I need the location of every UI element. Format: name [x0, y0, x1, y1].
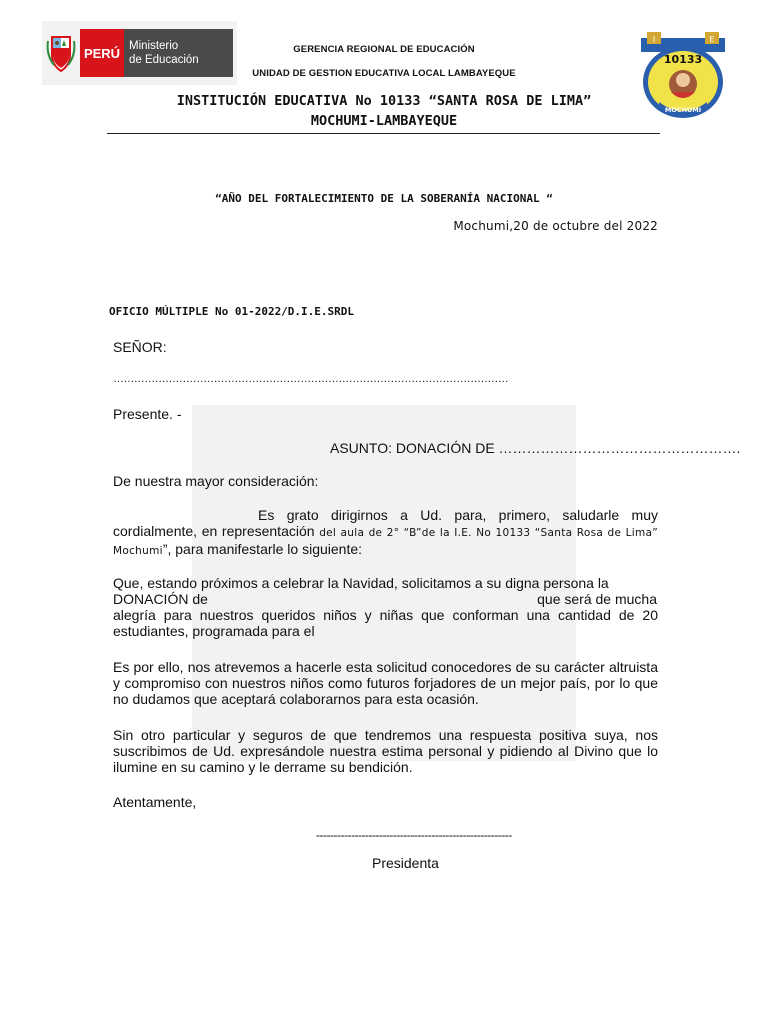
paragraph-1-end: ”, para manifestarle lo siguiente: [162, 541, 363, 557]
emblem-caption: MOCHUMI [664, 106, 702, 114]
header-divider [107, 133, 660, 134]
svg-text:E: E [709, 35, 715, 44]
paragraph-4: Sin otro particular y seguros de que tendremos una respuesta positiva suya, nos suscribimos de Ud. expresándole nuestra estima personal y pidiendo al Divino que lo ilumine en su camino y le derrame su bendición. [113, 727, 658, 775]
salutation-senor: SEÑOR: [113, 339, 167, 355]
addressee-dots: …………………………………………………………………………………………………… [113, 373, 509, 385]
year-name: “AÑO DEL FORTALECIMIENTO DE LA SOBERANÍA NACIONAL “ [215, 192, 553, 205]
paragraph-1 [113, 507, 658, 559]
gerencia-heading: GERENCIA REGIONAL DE EDUCACIÓN [293, 44, 475, 55]
institution-title: INSTITUCIÓN EDUCATIVA No 10133 “SANTA ROSA DE LIMA” [176, 93, 592, 109]
paragraph-2-line1: Que, estando próximos a celebrar la Navidad, solicitamos a su digna persona la [113, 575, 609, 591]
paragraph-1-classroom: del aula de 2° “B”de la I.E. No 10133 “Santa Rosa de Lima” Mochumi [113, 527, 658, 557]
ministry-line-1: Ministerio [129, 40, 179, 52]
oficio-number: OFICIO MÚLTIPLE No 01-2022/D.I.E.SRDL [109, 305, 355, 318]
paragraph-2-donation-row [113, 591, 658, 607]
ministry-line-2: de Educación [129, 54, 199, 66]
presente-label: Presente. - [113, 406, 182, 422]
greeting: De nuestra mayor consideración: [113, 473, 319, 489]
paragraph-2-rest: alegría para nuestros queridos niños y niñas que conforman una cantidad de 20 estudiantes, programada para el [113, 607, 658, 639]
paragraph-3: Es por ello, nos atrevemos a hacerle esta solicitud conocedores de su carácter altruista y compromiso con nuestros niños como futuros forjadores de un mejor país, por lo que no dudamos que aceptará colaborarnos para esta ocasión. [113, 659, 658, 707]
paragraph-1-main: Es grato dirigirnos a Ud. para, primero, saludarle muy cordialmente, en representación [113, 507, 658, 539]
paragraph-2-alegria: que será de mucha [537, 591, 657, 607]
svg-text:I: I [652, 35, 656, 44]
signatory-title: Presidenta [372, 855, 439, 871]
peru-label: PERÚ [80, 29, 124, 77]
paragraph-2-donacion: DONACIÓN de [113, 591, 208, 607]
paragraph-2 [113, 575, 658, 639]
closing: Atentamente, [113, 794, 197, 810]
ugel-heading: UNIDAD DE GESTION EDUCATIVA LOCAL LAMBAYEQUE [252, 68, 516, 79]
location-title: MOCHUMI-LAMBAYEQUE [310, 113, 458, 129]
asunto-line: ASUNTO: DONACIÓN DE ……………………………………………. [330, 440, 741, 456]
document-date: Mochumi,20 de octubre del 2022 [453, 219, 658, 233]
signature-line: -------------------------------------------------------- [316, 828, 512, 842]
emblem-number: 10133 [663, 53, 703, 66]
